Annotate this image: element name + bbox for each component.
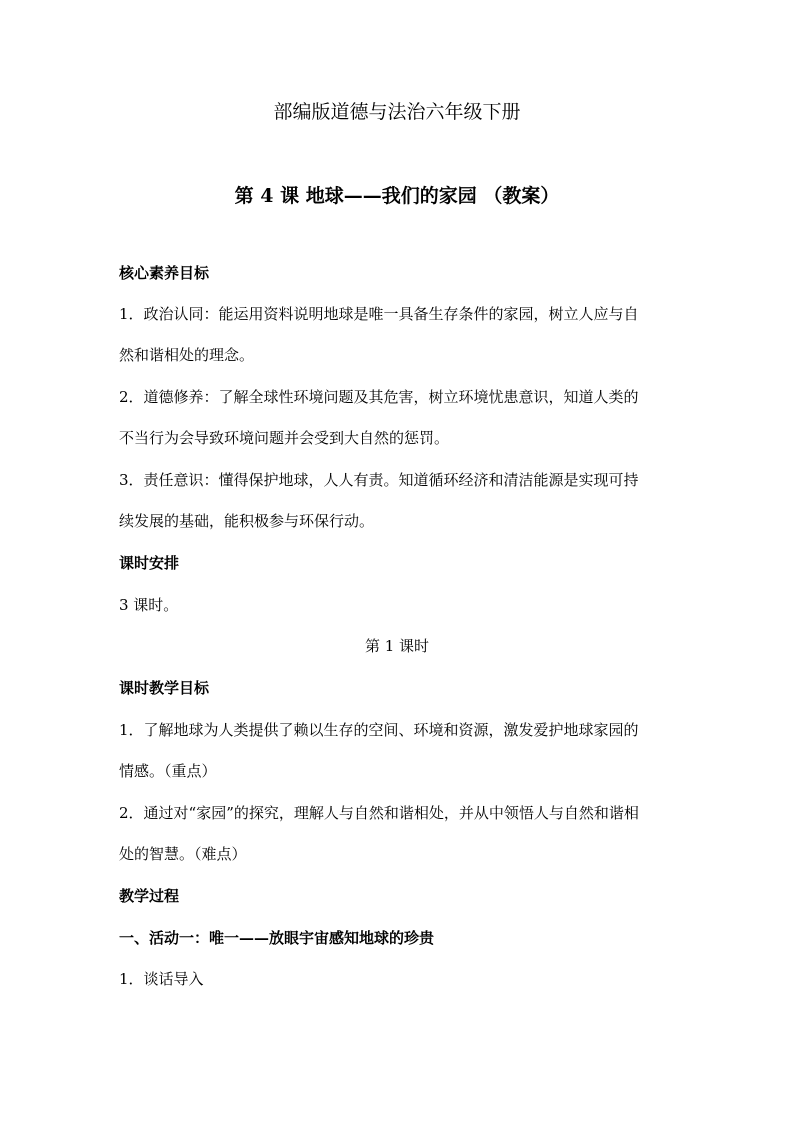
- period-goal-1-line-2: 情感。（重点）: [119, 762, 217, 780]
- core-goal-1-line-2: 然和谐相处的理念。: [119, 346, 255, 364]
- core-goals-heading: 核心素养目标: [119, 264, 210, 282]
- core-goal-3-line-2: 续发展的基础，能积极参与环保行动。: [119, 512, 375, 530]
- schedule-text: 3 课时。: [119, 596, 179, 614]
- process-heading: 教学过程: [119, 887, 180, 905]
- period-title: 第 1 课时: [364, 637, 430, 655]
- lesson-title: 第 4 课 地球——我们的家园 （教案）: [234, 185, 560, 207]
- core-goal-2-line-2: 不当行为会导致环境问题并会受到大自然的惩罚。: [119, 429, 450, 447]
- document-title: 部编版道德与法治六年级下册: [273, 101, 521, 123]
- period-goals-heading: 课时教学目标: [119, 679, 210, 697]
- period-goal-2-line-1: 2．通过对“家园”的探究，理解人与自然和谐相处，并从中领悟人与自然和谐相: [119, 804, 639, 822]
- period-goal-1-line-1: 1．了解地球为人类提供了赖以生存的空间、环境和资源，激发爱护地球家园的: [119, 721, 639, 739]
- core-goal-2-line-1: 2．道德修养：了解全球性环境问题及其危害，树立环境忧患意识，知道人类的: [119, 388, 639, 406]
- activity-1-heading: 一、活动一：唯一——放眼宇宙感知地球的珍贵: [119, 929, 435, 947]
- core-goal-3-line-1: 3．责任意识：懂得保护地球，人人有责。知道循环经济和清洁能源是实现可持: [119, 471, 639, 489]
- core-goal-1-line-1: 1．政治认同：能运用资料说明地球是唯一具备生存条件的家园，树立人应与自: [119, 305, 639, 323]
- period-goal-2-line-2: 处的智慧。（难点）: [119, 845, 247, 863]
- activity-1-step-1: 1．谈话导入: [119, 970, 204, 988]
- schedule-heading: 课时安排: [119, 554, 180, 572]
